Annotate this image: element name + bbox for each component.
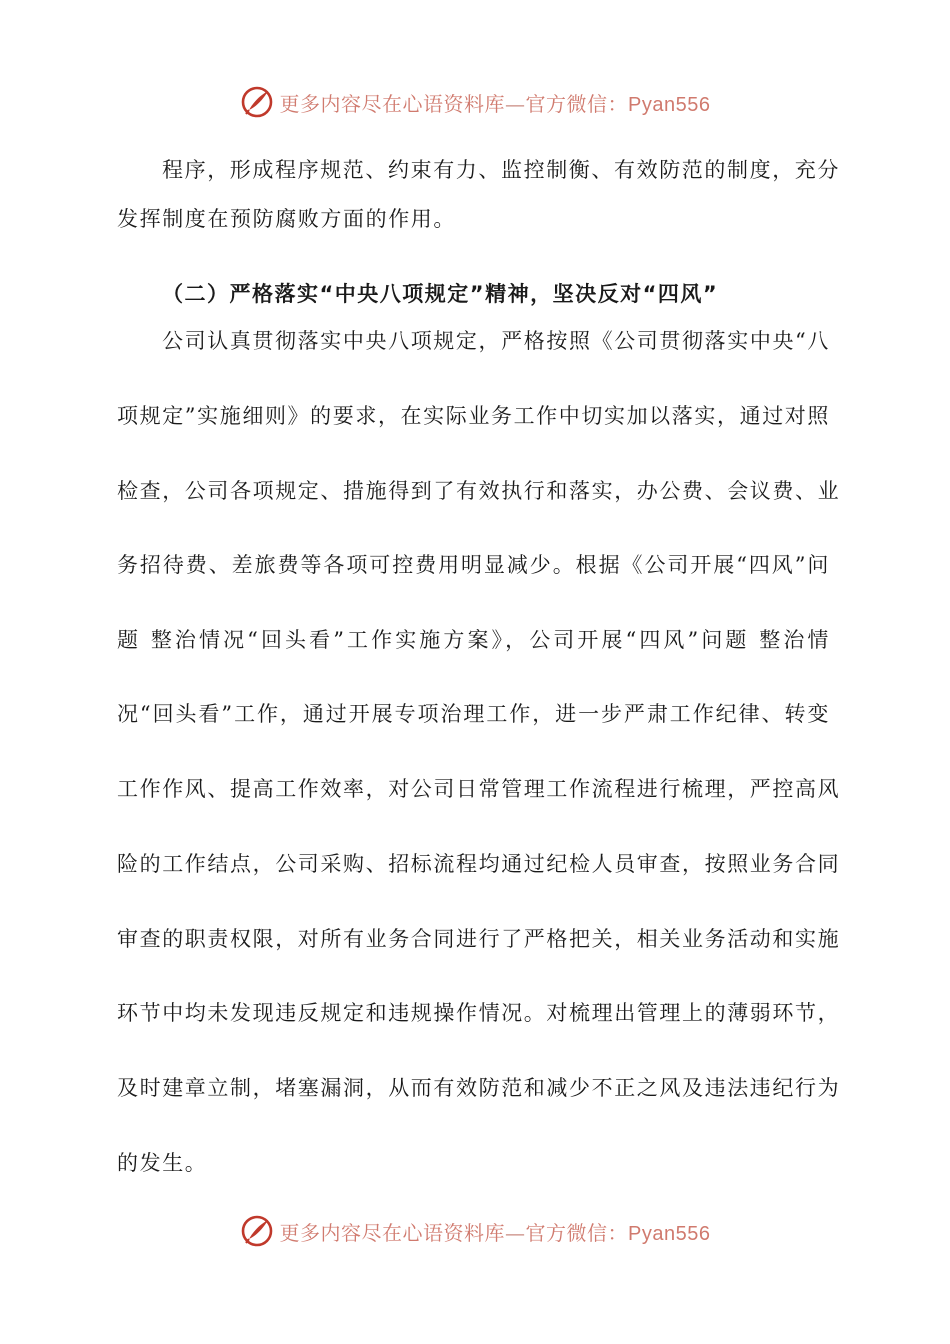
quill-logo-icon [240,1214,274,1248]
section-heading: （二）严格落实“中央八项规定”精神，坚决反对“四风” [162,282,719,306]
banner-separator: — [505,1220,526,1245]
paragraph2-line: 检查，公司各项规定、措施得到了有效执行和落实，办公费、会议费、业 [117,479,841,503]
banner-id: Pyan556 [628,93,711,116]
banner-main: 更多内容尽在心语资料库 [279,1220,506,1245]
paragraph1-line: 发挥制度在预防腐败方面的作用。 [117,207,456,231]
header-banner [0,82,950,122]
banner-separator: — [505,91,526,116]
paragraph2-line: 工作作风、提高工作效率，对公司日常管理工作流程进行梳理，严控高风 [117,777,841,801]
banner-suffix: 官方微信： [525,91,629,116]
banner-text [280,1217,711,1246]
banner-suffix: 官方微信： [525,1220,629,1245]
banner-main: 更多内容尽在心语资料库 [279,91,506,116]
paragraph2-line: 题 整治情况“回头看”工作实施方案》，公司开展“四风”问题 整治情 [117,628,830,652]
paragraph2-line: 况“回头看”工作，通过开展专项治理工作，进一步严肃工作纪律、转变 [117,702,830,726]
paragraph2-line: 环节中均未发现违反规定和违规操作情况。对梳理出管理上的薄弱环节， [117,1001,841,1025]
quill-logo-icon [240,85,274,119]
paragraph2-line: 公司认真贯彻落实中央八项规定，严格按照《公司贯彻落实中央“八 [162,329,830,353]
paragraph2-line: 务招待费、差旅费等各项可控费用明显减少。根据《公司开展“四风”问 [117,553,830,577]
footer-banner [0,1211,950,1251]
paragraph2-line: 项规定”实施细则》的要求，在实际业务工作中切实加以落实，通过对照 [117,404,830,428]
paragraph2-line: 险的工作结点，公司采购、招标流程均通过纪检人员审查，按照业务合同 [117,852,841,876]
banner-text [280,88,711,117]
paragraph1-line: 程序，形成程序规范、约束有力、监控制衡、有效防范的制度，充分 [162,158,840,182]
paragraph2-line: 及时建章立制，堵塞漏洞，从而有效防范和减少不正之风及违法违纪行为 [117,1076,841,1100]
paragraph2-line: 审查的职责权限，对所有业务合同进行了严格把关，相关业务活动和实施 [117,927,841,951]
paragraph2-line: 的发生。 [117,1151,208,1175]
banner-id: Pyan556 [628,1222,711,1245]
